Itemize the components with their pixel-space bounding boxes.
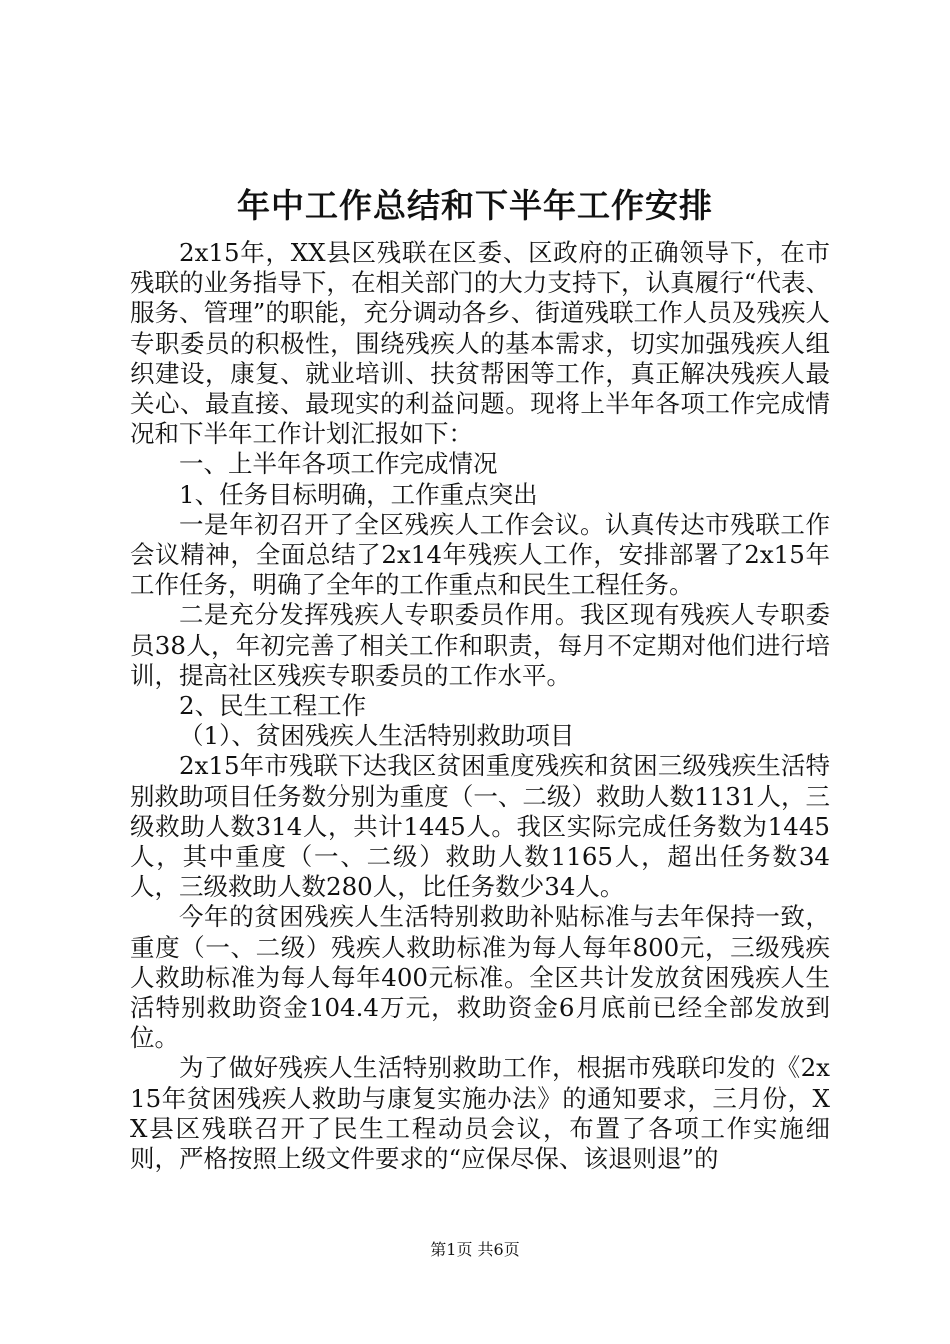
- document-title: 年中工作总结和下半年工作安排: [237, 186, 713, 225]
- paragraph-meeting: 一是年初召开了全区残疾人工作会议。认真传达市残联工作会议精神，全面总结了2x14年残疾人工作，安排部署了2x15年工作任务，明确了全年的工作重点和民生工程任务。: [130, 509, 830, 600]
- paragraph-task-numbers: 2x15年市残联下达我区贫困重度残疾和贫困三级残疾生活特别救助项目任务数分别为重度（一、二级）救助人数1131人，三级救助人数314人，共计1445人。我区实际完成任务数为1445人，其中重度（一、二级）救助人数1165人，超出任务数34人，三级救助人数280人，比任务数少34人。: [130, 751, 830, 902]
- subsection-heading-2: 2、民生工程工作: [179, 691, 367, 721]
- section-heading-1: 一、上半年各项工作完成情况: [179, 449, 498, 479]
- paragraph-intro: 2x15年，XX县区残联在区委、区政府的正确领导下，在市残联的业务指导下，在相关部门的大力支持下，认真履行“代表、服务、管理”的职能，充分调动各乡、街道残联工作人员及残疾人专职委员的积极性，围绕残疾人的基本需求，切实加强残疾人组织建设，康复、就业培训、扶贫帮困等工作，真正解决残疾人最关心、最直接、最现实的利益问题。现将上半年各项工作完成情况和下半年工作计划汇报如下：: [130, 238, 830, 449]
- paragraph-subsidy-standard: 今年的贫困残疾人生活特别救助补贴标准与去年保持一致，重度（一、二级）残疾人救助标准为每人每年800元，三级残疾人救助标准为每人每年400元标准。全区共计发放贫困残疾人生活特别救助资金104.4万元，救助资金6月底前已经全部发放到位。: [130, 902, 830, 1053]
- page-footer: 第1页 共6页: [430, 1240, 520, 1259]
- paragraph-implementation: 为了做好残疾人生活特别救助工作，根据市残联印发的《2x15年贫困残疾人救助与康复实施办法》的通知要求，三月份，XX县区残联召开了民生工程动员会议，布置了各项工作实施细则，严格按照上级文件要求的“应保尽保、该退则退”的: [130, 1053, 830, 1174]
- subsection-heading-1: 1、任务目标明确，工作重点突出: [179, 479, 538, 509]
- document-body: [130, 238, 830, 1174]
- paragraph-committee: 二是充分发挥残疾人专职委员作用。我区现有残疾人专职委员38人，年初完善了相关工作和职责，每月不定期对他们进行培训，提高社区残疾专职委员的工作水平。: [130, 600, 830, 690]
- item-heading-1: （1）、贫困残疾人生活特别救助项目: [179, 721, 575, 751]
